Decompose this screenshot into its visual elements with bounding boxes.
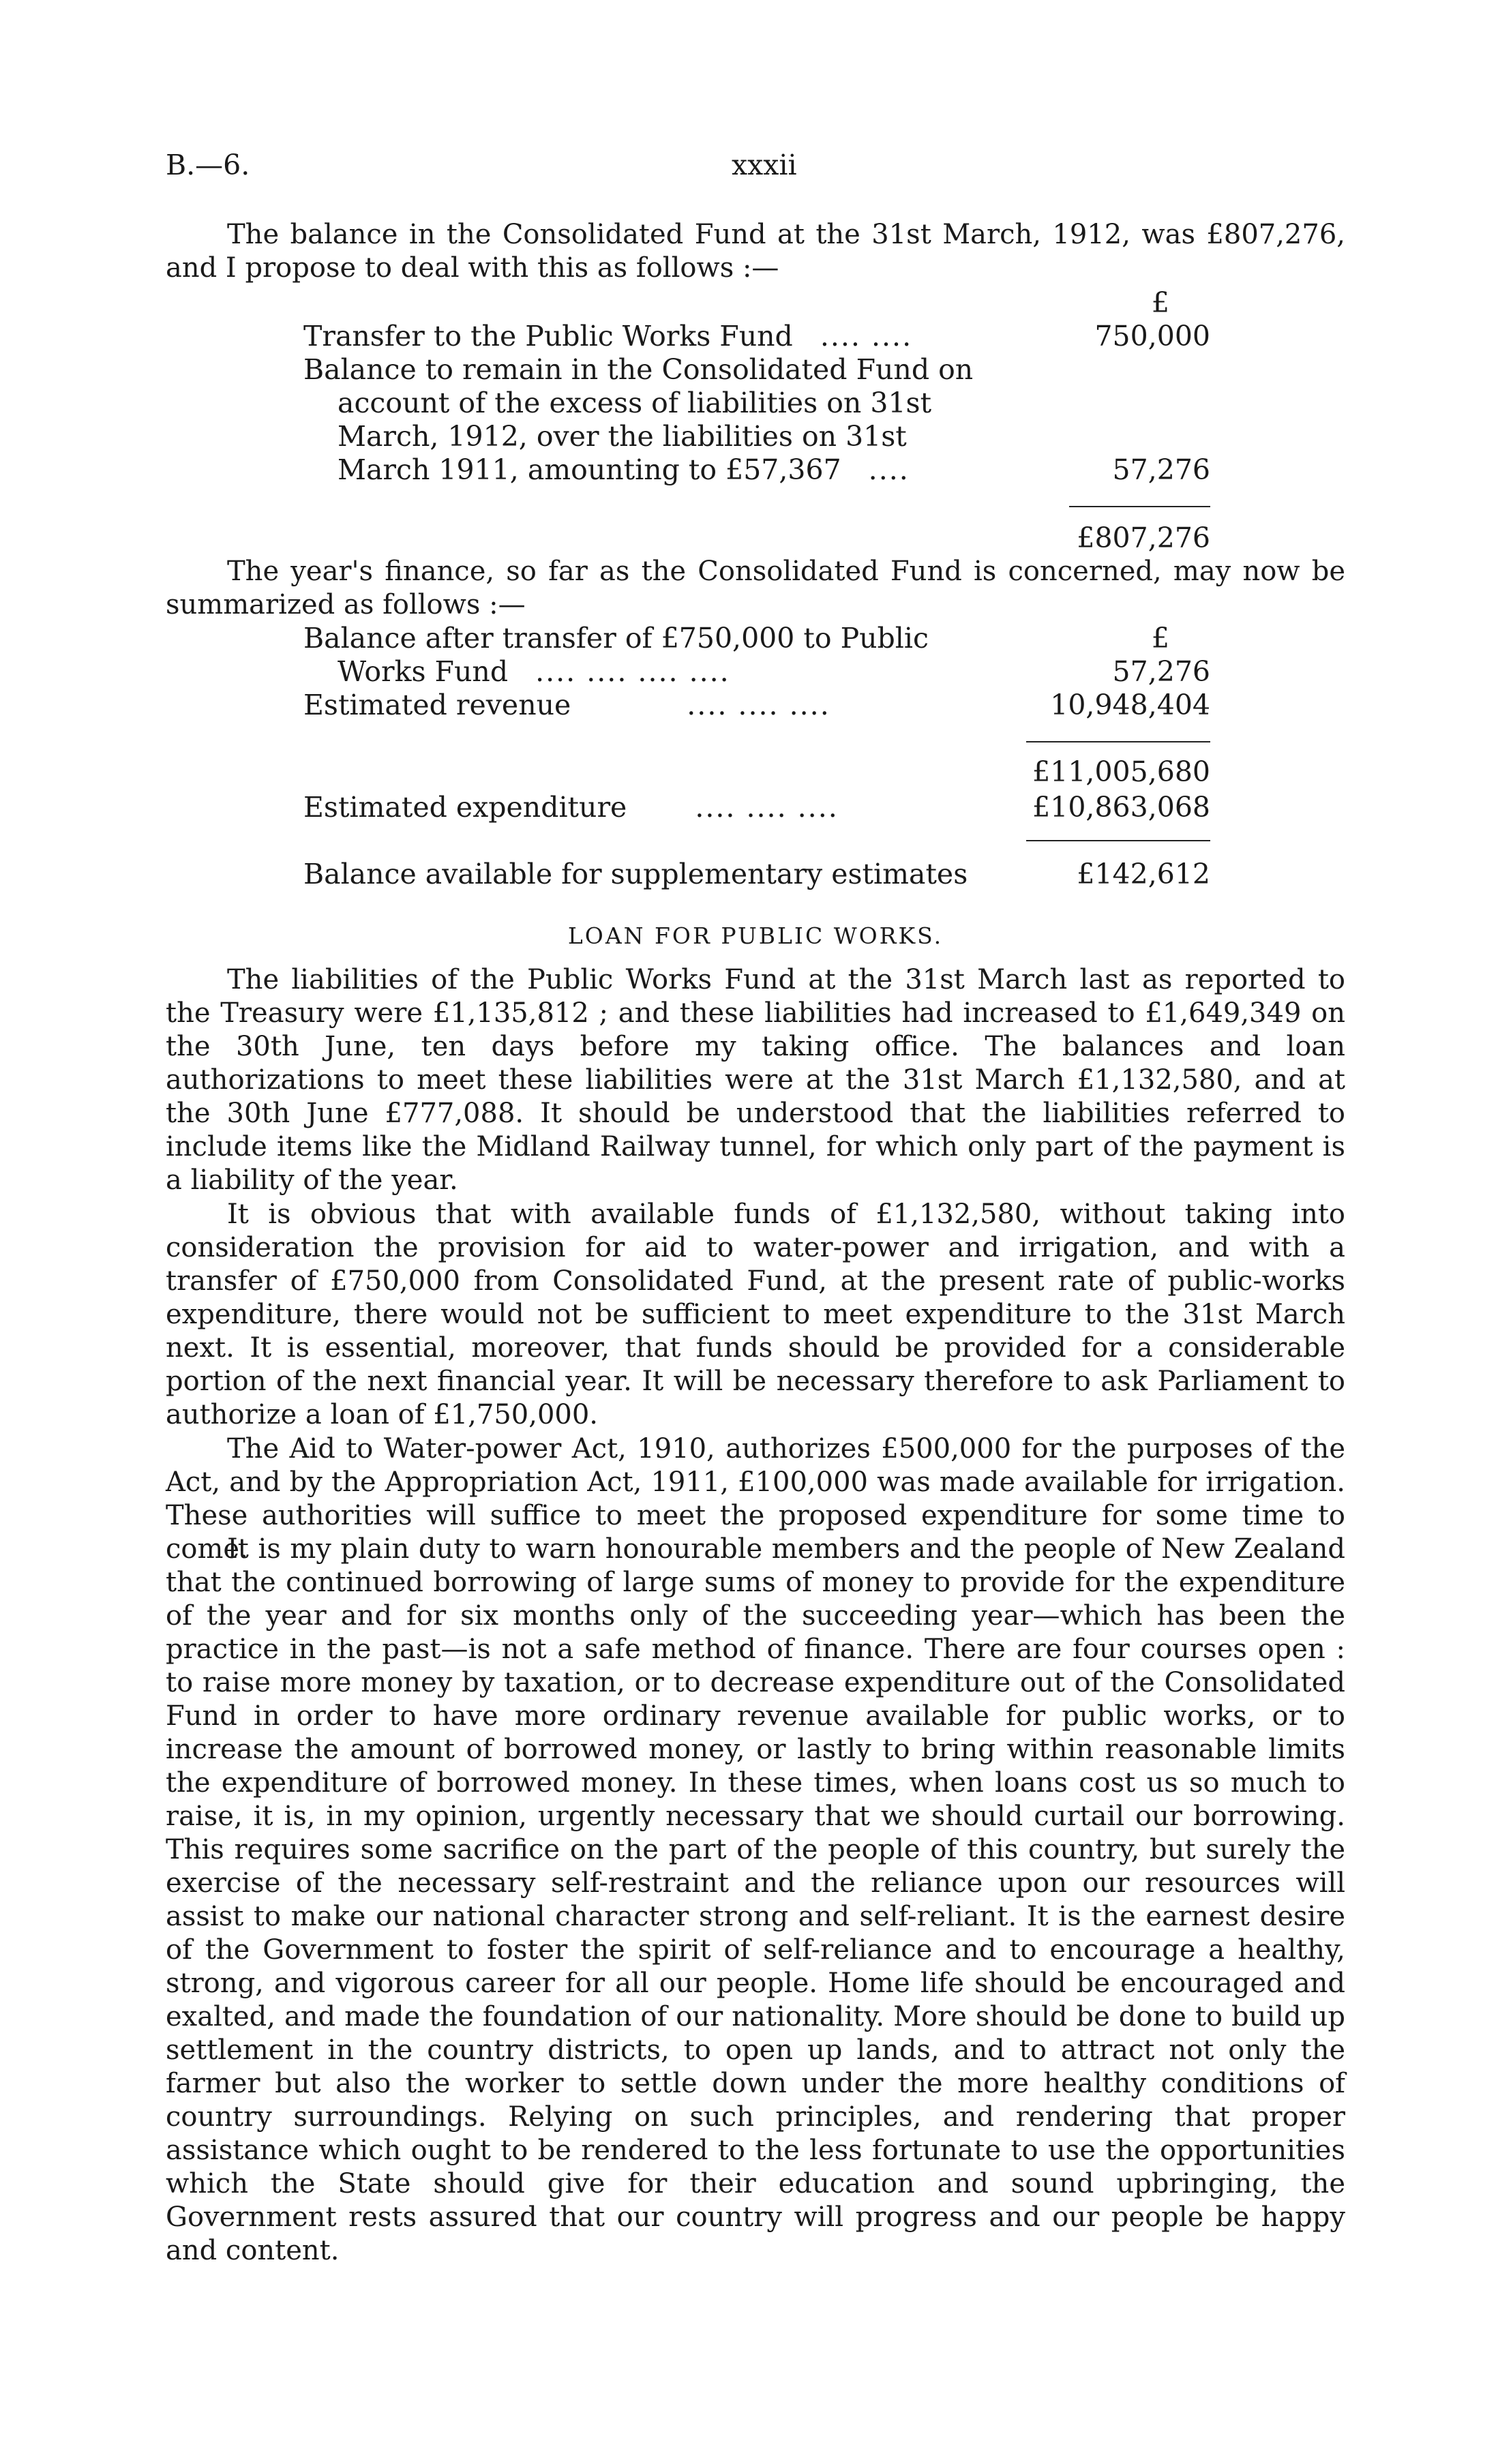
document-reference: B.—6. [166,149,250,181]
leader-dots: .... [868,453,910,486]
summary-expenditure-label-text: Estimated expenditure [303,791,627,824]
allocation-row-label [303,320,1009,353]
summary-row-label [303,622,1009,689]
running-head [166,149,1345,190]
summary-row [303,622,1210,689]
allocation-row-amount: 750,000 [1094,320,1210,352]
page-number: xxxii [732,149,797,181]
summary-row-label-line [303,655,1009,689]
body-paragraph: It is my plain duty to warn honourable members and the people of New Zealand that the continued borrowing of large sums of money to provide for the expenditure of the year and for six months only of the succeeding year—which has been the practice in the past—is not a safe method of finance. There are four courses open : to raise more money by taxation, or to decrease expenditure out of the Consolidated Fund in order to have more ordinary revenue available for public works, or to increase the amount of borrowed money, or lastly to bring within reasonable limits the expenditure of borrowed money. In these times, when loans cost us so much to raise, it is, in my opinion, urgently necessary that we should curtail our borrowing. This requires some sacrifice on the part of the people of this country, but surely the exercise of the necessary self-restraint and the reliance upon our resources will assist to make our national character strong and self-reliant. It is the earnest desire of the Government to foster the spirit of self-reliance and to encourage a healthy, strong, and vigorous career for all our people. Home life should be encouraged and exalted, and made the foundation of our nationality. More should be done to build up settlement in the country districts, to open up lands, and to attract not only the farmer but also the worker to settle down under the more healthy conditions of country surroundings. Relying on such principles, and rendering that proper assistance which ought to be rendered to the less fortunate to use the opportunities which the State should give for their education and sound upbringing, the Government rests assured that our country will progress and our people be happy and content. [166,1533,1345,2266]
summary-subtotal-row [303,755,1210,789]
summary-balance-rule [1026,840,1210,841]
leader-dots: .... .... [820,320,913,352]
summary-row-label [303,689,1009,722]
summary-balance-label: Balance available for supplementary estimates [303,858,968,890]
summary-paragraph: The year's finance, so far as the Consolidated Fund is concerned, may now be summarized as follows :— [166,556,1345,620]
summary-row-label-line: Balance after transfer of £750,000 to Public [303,622,929,655]
body-paragraph: It is obvious that with available funds of £1,132,580, without taking into consideration the provision for aid to water-power and irrigation, and with a transfer of £750,000 from Consolidated Fund, at the present rate of public-works expenditure, there would not be sufficient to meet expenditure to the 31st March next. It is essential, moreover, that funds should be provided for a considerable portion of the next financial year. It will be necessary therefore to ask Parliament to authorize a loan of £1,750,000. [166,1199,1345,1430]
summary-expenditure [303,791,1210,824]
leader-dots: .... .... .... .... [535,655,730,688]
summary-expenditure-label [303,791,1009,824]
allocation-ledger [303,286,1210,487]
allocation-row-label-text: March 1911, amounting to £57,367 [338,453,841,486]
leader-dots: .... .... .... [695,791,839,824]
allocation-row-label-line: March, 1912, over the liabilities on 31st [338,420,907,453]
summary-ledger [303,622,1210,722]
summary-row-amount: 10,948,404 [1050,689,1210,721]
summary-row-label-text: Works Fund [338,655,509,688]
summary-balance-amount: £142,612 [1077,858,1210,890]
summary-balance [303,858,1210,891]
allocation-total: £807,276 [1077,522,1210,554]
allocation-row-label-line: Balance to remain in the Consolidated Fund on [303,353,974,386]
intro-paragraph: The balance in the Consolidated Fund at the 31st March, 1912, was £807,276, and I propose to deal with this as follows :— [166,219,1345,284]
summary-subtotal-rule [1026,741,1210,742]
allocation-row-label-line: Transfer to the Public Works Fund [303,320,793,352]
summary-subtotal: £11,005,680 [1032,755,1210,788]
summary-balance-row [303,858,1210,891]
summary-expenditure-row [303,791,1210,824]
section-heading: LOAN FOR PUBLIC WORKS. [567,922,944,949]
allocation-row [303,353,1210,487]
allocation-row-amount: 57,276 [1112,453,1210,486]
summary-row [303,689,1210,722]
allocation-row [303,320,1210,353]
allocation-total-rule [1069,506,1210,507]
body-paragraph: The Aid to Water-power Act, 1910, authorizes £500,000 for the purposes of the Act, and by the Appropriation Act, 1911, £100,000 was made available for irrigation. These authorities will suffice to meet the proposed expenditure for some time to come. [166,1433,1345,1565]
allocation-currency-header: £ [1151,286,1169,319]
allocation-row-label [303,353,1009,487]
leader-dots: .... .... .... [687,689,830,721]
allocation-row-label-line: account of the excess of liabilities on 31st [338,387,932,419]
summary-row-amount: 57,276 [1112,655,1210,688]
body-paragraph: The liabilities of the Public Works Fund at the 31st March last as reported to the Treasury were £1,135,812 ; and these liabilities had increased to £1,649,349 on the 30th June, ten days before my taking office. The balances and loan authorizations to meet these liabilities were at the 31st March £1,132,580, and at the 30th June £777,088. It should be understood that the liabilities referred to include items like the Midland Railway tunnel, for which only part of the payment is a liability of the year. [166,964,1345,1196]
summary-currency-header: £ [1151,622,1169,655]
summary-expenditure-amount: £10,863,068 [1032,791,1210,824]
summary-row-label-line: Estimated revenue [303,689,571,721]
allocation-row-label-line [303,453,1009,487]
allocation-total-row [303,522,1210,555]
